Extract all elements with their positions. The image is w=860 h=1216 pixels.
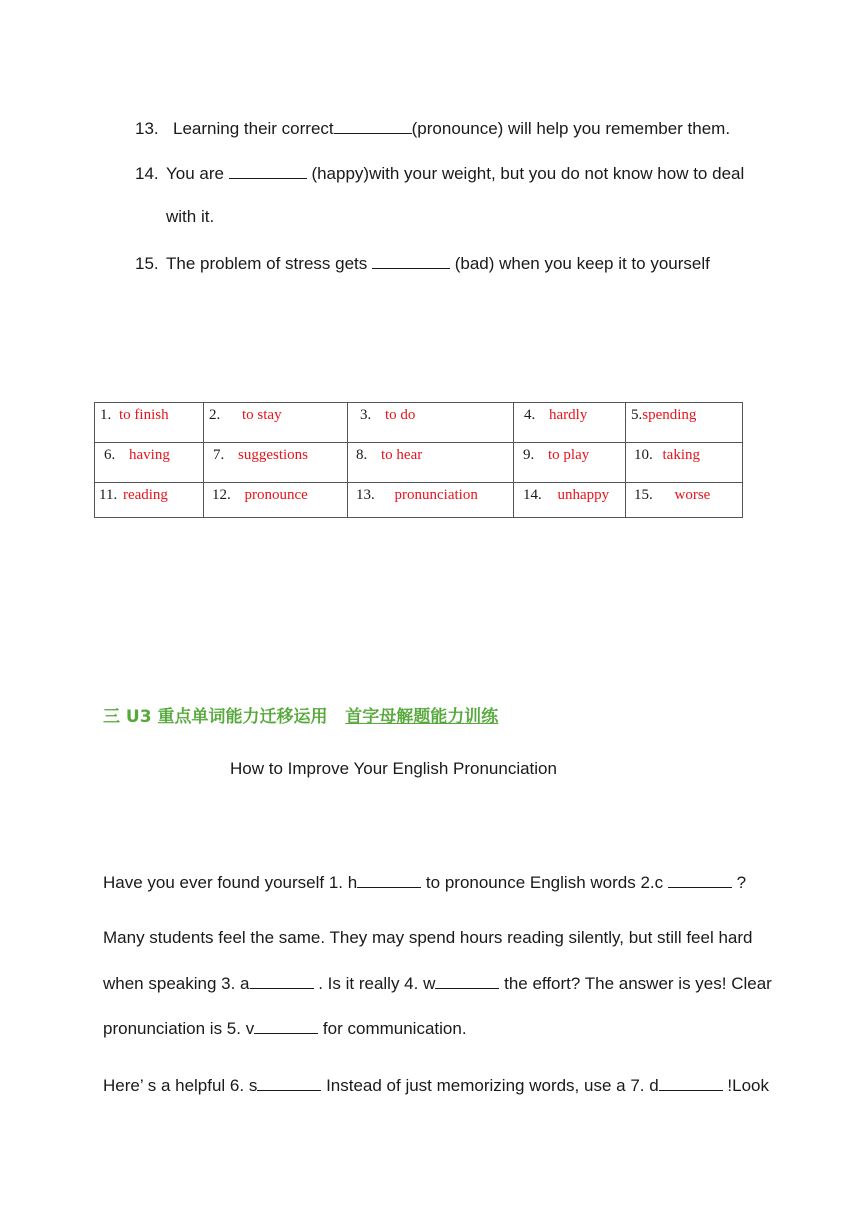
answer-blank [357, 872, 421, 888]
exercise-15: 15. The problem of stress gets (bad) when you keep it to yourself [135, 254, 710, 273]
section-heading-underlined: 首字母解题能力训练 [345, 707, 499, 727]
answer-cell: 1. to finish [95, 403, 204, 443]
answer-cell: 8. to hear [348, 443, 514, 483]
answer-blank [659, 1075, 723, 1091]
answer-blank [372, 252, 450, 269]
answer-blank [250, 973, 314, 989]
answer-key-table [94, 402, 743, 518]
answer-cell: 11. reading [95, 483, 204, 518]
answer-blank [334, 117, 412, 134]
answer-cell: 13. pronunciation [348, 483, 514, 518]
answer-cell: 9. to play [514, 443, 626, 483]
exercise-14-continued: with it. [166, 207, 215, 226]
table-row [95, 443, 743, 483]
section-heading [103, 702, 498, 727]
answer-cell: 10. taking [626, 443, 743, 483]
passage-line: Here’ s a helpful 6. s Instead of just memorizing words, use a 7. d !Look [103, 1076, 769, 1095]
answer-cell: 2. to stay [204, 403, 348, 443]
exercise-number: 13. [135, 119, 159, 138]
exercise-number: 15. [135, 254, 159, 273]
answer-cell: 5.spending [626, 403, 743, 443]
answer-blank [435, 973, 499, 989]
table-row [95, 403, 743, 443]
answer-blank [668, 872, 732, 888]
passage-title: How to Improve Your English Pronunciation [230, 759, 557, 778]
passage-line: Many students feel the same. They may spend hours reading silently, but still feel hard [103, 928, 753, 947]
answer-cell: 12. pronounce [204, 483, 348, 518]
section-heading-prefix: 三 U3 重点单词能力迁移运用 [103, 707, 328, 727]
answer-cell: 15. worse [626, 483, 743, 518]
answer-blank [257, 1075, 321, 1091]
exercise-number: 14. [135, 164, 159, 183]
answer-cell: 4. hardly [514, 403, 626, 443]
exercise-14: 14. You are (happy)with your weight, but you do not know how to deal [135, 164, 745, 183]
answer-cell: 7. suggestions [204, 443, 348, 483]
answer-blank [229, 162, 307, 179]
passage-line: pronunciation is 5. v for communication. [103, 1019, 467, 1038]
exercise-13: 13. Learning their correct (pronounce) will help you remember them. [135, 119, 731, 138]
answer-cell: 14. unhappy [514, 483, 626, 518]
passage-line: when speaking 3. a . Is it really 4. w the effort? The answer is yes! Clear [103, 974, 772, 993]
answer-blank [254, 1018, 318, 1034]
passage-line: Have you ever found yourself 1. h to pronounce English words 2.c ? [103, 873, 747, 892]
answer-cell: 3. to do [348, 403, 514, 443]
table-row [95, 483, 743, 518]
answer-cell: 6. having [95, 443, 204, 483]
